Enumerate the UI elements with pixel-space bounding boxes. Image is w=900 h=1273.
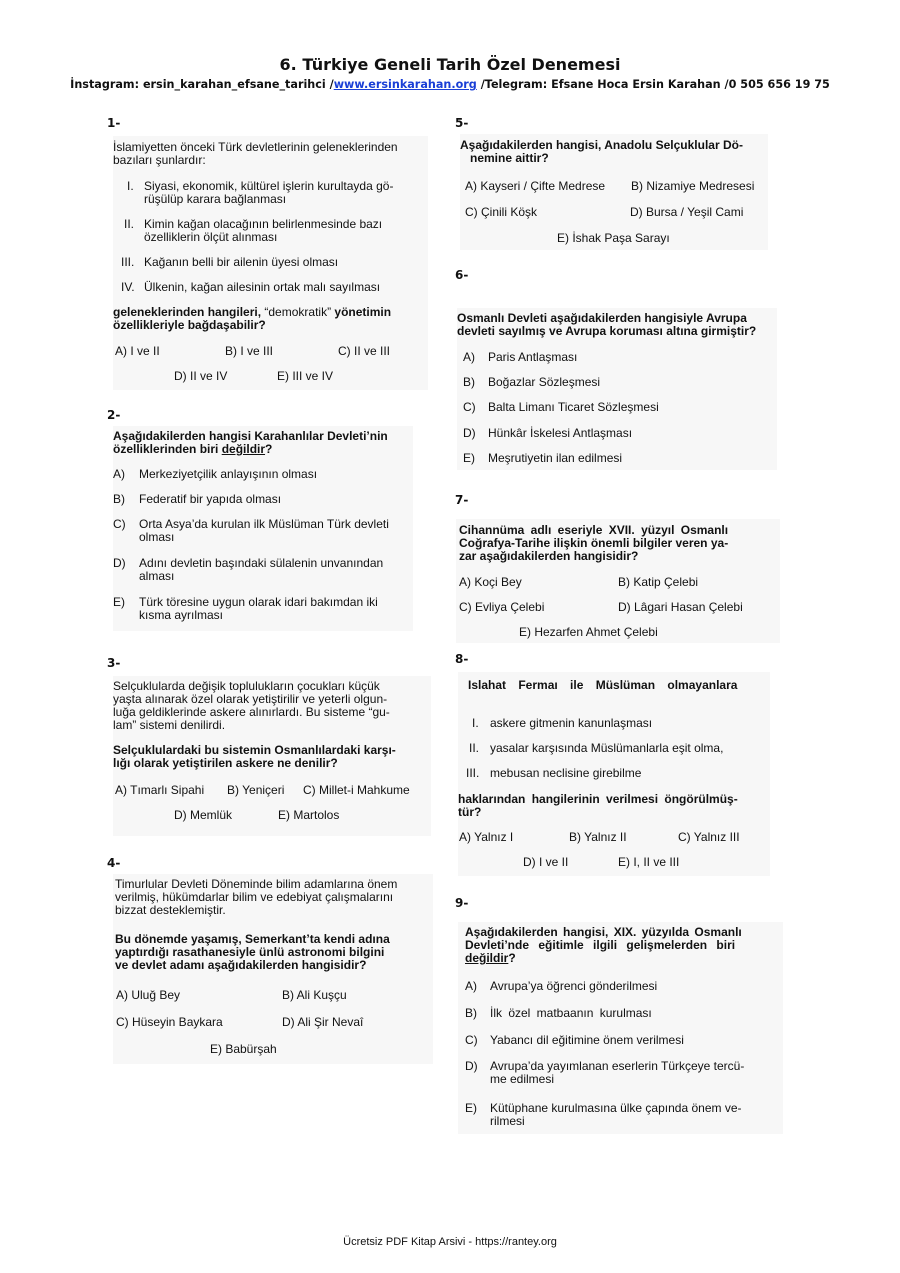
q7-option-a[interactable]: A) Koçi Bey [459, 575, 522, 589]
q9-key-c: C) [465, 1033, 478, 1047]
q2-stem-part-b: ? [265, 442, 273, 456]
question-6-number: 6- [455, 268, 469, 282]
q2-key-e: E) [113, 595, 125, 609]
q1-item-3-line-1: Kağanın belli bir ailenin üyesi olması [144, 255, 339, 269]
q4-para-line-1: Timurlular Devleti Döneminde bilim adamlarına önem [115, 877, 398, 891]
q9-key-b: B) [465, 1006, 477, 1020]
q8-option-d[interactable]: D) I ve II [523, 855, 569, 869]
q9-key-e: E) [465, 1101, 477, 1115]
q8-item-2: yasalar karşısında Müslümanlarla eşit olma, [490, 741, 724, 755]
q4-option-a[interactable]: A) Uluğ Bey [116, 988, 181, 1002]
q1-roman-1: I. [127, 179, 134, 193]
q8-item-1: askere gitmenin kanunlaşması [490, 716, 653, 730]
q2-option-b[interactable]: Federatif bir yapıda olması [139, 492, 282, 506]
q2-option-e-cont[interactable]: kısma ayrılması [139, 608, 224, 622]
q4-question-line-1: Bu dönemde yaşamış, Semerkant’ta kendi adına [115, 932, 390, 946]
q3-para-line-3: luğa geldiklerinde askere alınırlardı. Bu sisteme “gu- [113, 705, 390, 719]
q9-stem-line-1: Aşağıdakilerden hangisi, XIX. yüzyılda Osmanlı [465, 925, 742, 939]
question-5 [460, 134, 768, 250]
question-9 [458, 922, 783, 1134]
q6-option-a[interactable]: Paris Antlaşması [488, 350, 578, 364]
q5-stem-line-1: Aşağıdakilerden hangisi, Anadolu Selçuklular Dö- [460, 138, 743, 152]
q9-option-c[interactable]: Yabancı dil eğitimine önem verilmesi [490, 1033, 684, 1047]
q6-key-c: C) [463, 400, 476, 414]
telegram-text: /Telegram: Efsane Hoca Ersin Karahan /0 505 656 19 75 [476, 78, 830, 91]
q3-option-e[interactable]: E) Martolos [278, 808, 340, 822]
q7-option-b[interactable]: B) Katip Çelebi [618, 575, 699, 589]
q3-option-b[interactable]: B) Yeniçeri [227, 783, 285, 797]
footer-source: Ücretsiz PDF Kitap Arsivi - https://rantey.org [343, 1236, 557, 1248]
q7-stem-line-2: Coğrafya-Tarihe ilişkin önemli bilgiler veren ya- [459, 536, 729, 550]
q2-stem-line-2 [113, 443, 272, 456]
question-8-number: 8- [455, 652, 469, 666]
q1-roman-3: III. [121, 255, 135, 269]
q6-stem-line-2: devleti sayılmış ve Avrupa koruması altına girmiştir? [457, 324, 757, 338]
q6-option-c[interactable]: Balta Limanı Ticaret Sözleşmesi [488, 400, 659, 414]
q3-question-line-1: Selçuklulardaki bu sistemin Osmanlılardaki karşı- [113, 743, 396, 757]
q5-option-e[interactable]: E) İshak Paşa Sarayı [557, 231, 670, 245]
q6-key-a: A) [463, 350, 475, 364]
q1-question-part-c: yönetimin [331, 305, 392, 319]
q5-option-c[interactable]: C) Çinili Köşk [465, 205, 538, 219]
q9-option-a[interactable]: Avrupa’ya öğrenci gönderilmesi [490, 979, 658, 993]
q2-key-c: C) [113, 517, 126, 531]
q1-option-b[interactable]: B) I ve III [225, 344, 274, 358]
question-9-number: 9- [455, 896, 469, 910]
q3-para-line-4: lam” sistemi denilirdi. [113, 718, 226, 732]
question-4 [113, 874, 433, 1064]
q1-roman-4: IV. [121, 280, 135, 294]
q3-option-d[interactable]: D) Memlük [174, 808, 233, 822]
q8-question-line-2: tür? [458, 805, 482, 819]
q9-option-b[interactable]: İlk özel matbaanın kurulması [490, 1006, 652, 1020]
question-2 [113, 426, 413, 631]
q4-question-line-3: ve devlet adamı aşağıdakilerden hangisidir? [115, 958, 367, 972]
q9-stem-negation: değildir [465, 951, 509, 965]
q6-option-b[interactable]: Boğazlar Sözleşmesi [488, 375, 601, 389]
q7-option-d[interactable]: D) Lâgari Hasan Çelebi [618, 600, 743, 614]
q7-option-c[interactable]: C) Evliya Çelebi [459, 600, 545, 614]
q3-option-c[interactable]: C) Millet-i Mahkume [303, 783, 410, 797]
q9-stem-line-3 [465, 952, 516, 965]
q1-item-1-line-1: Siyasi, ekonomik, kültürel işlerin kurultayda gö- [144, 179, 394, 193]
q8-option-b[interactable]: B) Yalnız II [569, 830, 627, 844]
q4-para-line-2: verilmiş, hükümdarlar bilim ve edebiyat çalışmalarını [115, 890, 394, 904]
q1-option-c[interactable]: C) II ve III [338, 344, 391, 358]
question-3-number: 3- [107, 656, 121, 670]
question-1-number: 1- [107, 116, 121, 130]
q8-roman-2: II. [469, 741, 480, 755]
q5-option-a[interactable]: A) Kayseri / Çifte Medrese [465, 179, 606, 193]
q1-roman-2: II. [124, 217, 135, 231]
q8-roman-1: I. [472, 716, 479, 730]
q1-option-d[interactable]: D) II ve IV [174, 369, 228, 383]
instagram-text: İnstagram: ersin_karahan_efsane_tarihci / [70, 78, 334, 91]
q5-stem-line-2: nemine aittir? [470, 151, 549, 165]
q6-key-e: E) [463, 451, 475, 465]
q9-option-d[interactable]: Avrupa’da yayımlanan eserlerin Türkçeye tercü- [490, 1059, 745, 1073]
q2-option-d-cont[interactable]: alması [139, 569, 175, 583]
q4-question-line-2: yaptırdığı rasathanesiyle ünlü astronomi bilgini [115, 945, 385, 959]
q4-option-e[interactable]: E) Babürşah [210, 1042, 277, 1056]
q4-option-b[interactable]: B) Ali Kuşçu [282, 988, 347, 1002]
q9-option-e-cont[interactable]: rilmesi [490, 1114, 525, 1128]
q9-key-d: D) [465, 1059, 478, 1073]
q8-stem-line-1: Islahat Fermaı ile Müslüman olmayanlara [468, 678, 738, 692]
q1-stem-line-1: İslamiyetten önceki Türk devletlerinin geleneklerinden [113, 140, 398, 154]
q2-option-c-cont[interactable]: olması [139, 530, 175, 544]
q3-option-a[interactable]: A) Tımarlı Sipahi [115, 783, 205, 797]
question-8 [458, 672, 770, 876]
question-7 [456, 519, 780, 643]
q1-stem-line-2: bazıları şunlardır: [113, 153, 206, 167]
question-5-number: 5- [455, 116, 469, 130]
q1-question-quote: “demokratik” [264, 305, 332, 319]
q1-question-line-2: özellikleriyle bağdaşabilir? [113, 318, 266, 332]
question-6 [457, 308, 777, 470]
q4-para-line-3: bizzat desteklemiştir. [115, 903, 226, 917]
q7-stem-line-3: zar aşağıdakilerden hangisidir? [459, 549, 639, 563]
q8-roman-3: III. [466, 766, 480, 780]
contact-line [0, 78, 900, 91]
question-7-number: 7- [455, 493, 469, 507]
q2-key-a: A) [113, 467, 125, 481]
q2-stem-line-1: Aşağıdakilerden hangisi Karahanlılar Devleti’nin [113, 429, 388, 443]
q1-question-part-a: geleneklerinden hangileri, [113, 305, 265, 319]
q6-key-d: D) [463, 426, 476, 440]
q1-option-e[interactable]: E) III ve IV [277, 369, 334, 383]
page-title: 6. Türkiye Geneli Tarih Özel Denemesi [279, 55, 621, 74]
question-3 [113, 676, 431, 836]
q2-stem-part-a: özelliklerinden biri [113, 442, 222, 456]
q2-key-d: D) [113, 556, 126, 570]
q1-item-2-line-2: özelliklerin ölçüt alınması [144, 230, 278, 244]
q8-option-a[interactable]: A) Yalnız I [459, 830, 514, 844]
q2-option-e[interactable]: Türk töresine uygun olarak idari bakımdan iki [139, 595, 378, 609]
website-link[interactable]: www.ersinkarahan.org [333, 78, 477, 91]
question-1 [113, 136, 428, 390]
q1-item-4-line-1: Ülkenin, kağan ailesinin ortak malı sayılması [144, 280, 381, 294]
q3-question-line-2: lığı olarak yetiştirilen askere ne denilir? [113, 756, 338, 770]
q5-option-b[interactable]: B) Nizamiye Medresesi [631, 179, 755, 193]
q9-option-e[interactable]: Kütüphane kurulmasına ülke çapında önem ve- [490, 1101, 742, 1115]
q8-option-c[interactable]: C) Yalnız III [678, 830, 740, 844]
q2-option-c[interactable]: Orta Asya’da kurulan ilk Müslüman Türk devleti [139, 517, 389, 531]
q3-para-line-2: yaşta alınarak özel olarak yetiştirilir ve yeterli olgun- [113, 692, 388, 706]
q1-item-2-line-1: Kimin kağan olacağının belirlenmesinde bazı [144, 217, 383, 231]
q9-stem-qmark: ? [508, 951, 516, 965]
q2-stem-negation: değildir [221, 442, 266, 456]
q6-option-e[interactable]: Meşrutiyetin ilan edilmesi [488, 451, 623, 465]
question-2-number: 2- [107, 408, 121, 422]
q8-option-e[interactable]: E) I, II ve III [618, 855, 680, 869]
q7-stem-line-1: Cihannüma adlı eseriyle XVII. yüzyıl Osmanlı [459, 523, 729, 537]
q8-item-3: mebusan neclisine girebilme [490, 766, 642, 780]
q6-stem-line-1: Osmanlı Devleti aşağıdakilerden hangisiyle Avrupa [457, 311, 747, 325]
q9-stem-line-2: Devleti’nde eğitimle ilgili gelişmelerden biri [465, 938, 736, 952]
q2-key-b: B) [113, 492, 125, 506]
q1-item-1-line-2: rüşülüp karara bağlanması [144, 192, 287, 206]
q8-question-line-1: haklarından hangilerinin verilmesi öngörülmüş- [458, 792, 738, 806]
q7-option-e[interactable]: E) Hezarfen Ahmet Çelebi [519, 625, 658, 639]
q6-key-b: B) [463, 375, 475, 389]
q5-option-d[interactable]: D) Bursa / Yeşil Cami [630, 205, 744, 219]
q6-option-d[interactable]: Hünkâr İskelesi Antlaşması [488, 426, 633, 440]
q4-option-d[interactable]: D) Ali Şir Nevaî [282, 1015, 364, 1029]
question-4-number: 4- [107, 856, 121, 870]
q2-option-a[interactable]: Merkeziyetçilik anlayışının olması [139, 467, 318, 481]
q2-option-d[interactable]: Adını devletin başındaki sülalenin unvanından [139, 556, 384, 570]
q3-para-line-1: Selçuklularda değişik toplulukların çocukları küçük [113, 679, 380, 693]
q4-option-c[interactable]: C) Hüseyin Baykara [116, 1015, 223, 1029]
q1-option-a[interactable]: A) I ve II [115, 344, 160, 358]
q9-option-d-cont[interactable]: me edilmesi [490, 1072, 555, 1086]
q9-key-a: A) [465, 979, 477, 993]
